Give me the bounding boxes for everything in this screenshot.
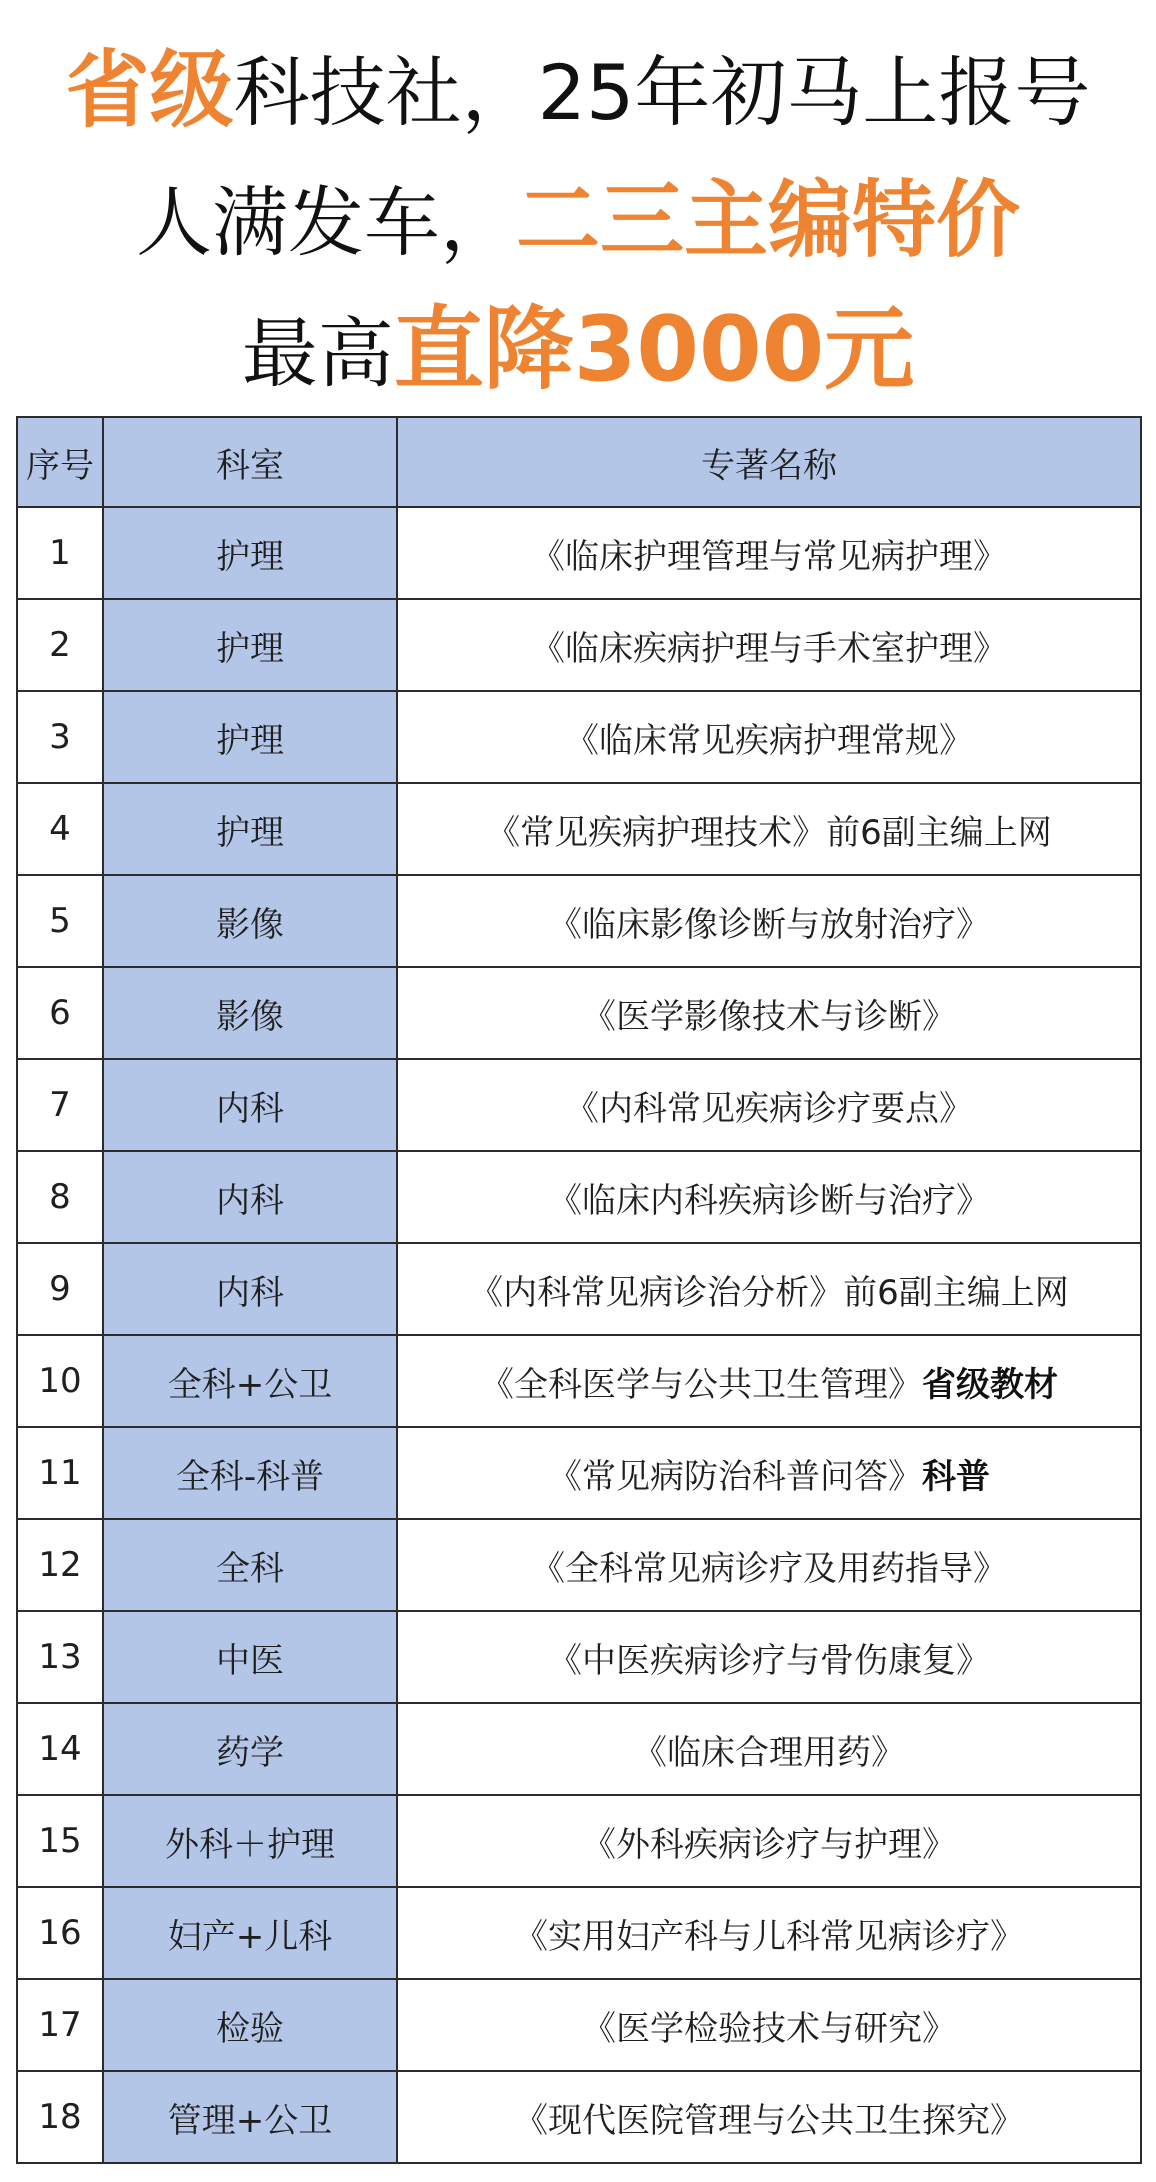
row-department: 检验	[103, 1979, 397, 2071]
row-department: 全科+公卫	[103, 1335, 397, 1427]
row-book-title-cell	[397, 1611, 1141, 1703]
headline-line-2	[0, 170, 1156, 273]
row-department: 护理	[103, 507, 397, 599]
row-book-title-cell	[397, 2071, 1141, 2163]
row-department: 护理	[103, 691, 397, 783]
table-header-row	[17, 417, 1141, 507]
row-book-title: 《内科常见疾病诊疗要点》	[565, 1088, 973, 1129]
row-number: 17	[17, 1979, 103, 2071]
row-department: 内科	[103, 1059, 397, 1151]
row-number: 8	[17, 1151, 103, 1243]
book-list-table-wrapper	[16, 416, 1140, 2170]
row-book-title: 《外科疾病诊疗与护理》	[582, 1824, 956, 1865]
row-department: 中医	[103, 1611, 397, 1703]
row-number: 1	[17, 507, 103, 599]
row-book-title: 《常见病防治科普问答》	[548, 1456, 922, 1497]
headline-accent-editor-price: 二三主编特价	[515, 171, 1020, 269]
table-row	[17, 1243, 1141, 1335]
table-row	[17, 2071, 1141, 2163]
row-book-title: 《临床内科疾病诊断与治疗》	[548, 1180, 990, 1221]
table-row	[17, 691, 1141, 783]
table-row	[17, 1795, 1141, 1887]
row-department: 影像	[103, 875, 397, 967]
row-book-title-cell	[397, 875, 1141, 967]
headline-line-3-text: 最高	[241, 309, 394, 398]
row-book-title: 《临床合理用药》	[633, 1732, 905, 1773]
row-department: 药学	[103, 1703, 397, 1795]
row-number: 10	[17, 1335, 103, 1427]
row-number: 4	[17, 783, 103, 875]
table-row	[17, 1427, 1141, 1519]
headline-accent-discount: 直降3000元	[393, 297, 915, 402]
row-department: 妇产+儿科	[103, 1887, 397, 1979]
row-book-title: 《中医疾病诊疗与骨伤康复》	[548, 1640, 990, 1681]
column-header-department: 科室	[103, 417, 397, 507]
column-header-number: 序号	[17, 417, 103, 507]
row-department: 护理	[103, 783, 397, 875]
column-header-book-title: 专著名称	[397, 417, 1141, 507]
row-department: 全科-科普	[103, 1427, 397, 1519]
table-row	[17, 1611, 1141, 1703]
table-row	[17, 1335, 1141, 1427]
row-book-title: 《全科医学与公共卫生管理》	[480, 1364, 922, 1405]
promo-header	[0, 0, 1156, 416]
row-book-title-cell	[397, 1427, 1141, 1519]
row-number: 11	[17, 1427, 103, 1519]
row-number: 2	[17, 599, 103, 691]
row-book-title: 《医学检验技术与研究》	[582, 2008, 956, 2049]
row-book-note: 科普	[922, 1456, 990, 1497]
row-book-title-cell	[397, 1887, 1141, 1979]
row-department: 管理+公卫	[103, 2071, 397, 2163]
row-book-title: 《临床常见疾病护理常规》	[565, 720, 973, 761]
row-book-title-cell	[397, 1795, 1141, 1887]
row-book-note: 省级教材	[922, 1364, 1058, 1405]
row-number: 3	[17, 691, 103, 783]
row-book-title: 《临床疾病护理与手术室护理》	[531, 628, 1007, 669]
row-book-title-cell	[397, 1703, 1141, 1795]
row-book-title: 《现代医院管理与公共卫生探究》	[514, 2100, 1024, 2141]
row-department: 护理	[103, 599, 397, 691]
row-number: 13	[17, 1611, 103, 1703]
row-book-title-cell	[397, 599, 1141, 691]
row-book-title: 《全科常见病诊疗及用药指导》	[531, 1548, 1007, 1589]
table-row	[17, 1887, 1141, 1979]
row-book-title-cell	[397, 967, 1141, 1059]
row-book-title: 《临床影像诊断与放射治疗》	[548, 904, 990, 945]
row-book-title: 《实用妇产科与儿科常见病诊疗》	[514, 1916, 1024, 1957]
table-row	[17, 1519, 1141, 1611]
row-book-title-cell	[397, 1979, 1141, 2071]
table-row	[17, 1979, 1141, 2071]
table-row	[17, 1703, 1141, 1795]
row-book-title-cell	[397, 1243, 1141, 1335]
row-number: 18	[17, 2071, 103, 2163]
table-body	[17, 507, 1141, 2163]
book-list-table	[16, 416, 1142, 2164]
row-book-title: 《临床护理管理与常见病护理》	[531, 536, 1007, 577]
row-book-title-cell	[397, 507, 1141, 599]
row-book-title: 《内科常见病诊治分析》前6副主编上网	[469, 1272, 1069, 1313]
row-department: 外科＋护理	[103, 1795, 397, 1887]
row-book-title-cell	[397, 1151, 1141, 1243]
row-number: 16	[17, 1887, 103, 1979]
table-row	[17, 599, 1141, 691]
table-row	[17, 1151, 1141, 1243]
headline-line-1	[0, 40, 1156, 143]
row-department: 内科	[103, 1243, 397, 1335]
row-number: 12	[17, 1519, 103, 1611]
row-book-title: 《常见疾病护理技术》前6副主编上网	[486, 812, 1052, 853]
table-row	[17, 967, 1141, 1059]
table-row	[17, 875, 1141, 967]
row-number: 6	[17, 967, 103, 1059]
row-book-title-cell	[397, 1059, 1141, 1151]
row-number: 5	[17, 875, 103, 967]
row-number: 9	[17, 1243, 103, 1335]
row-book-title-cell	[397, 1335, 1141, 1427]
headline-line-1-text: 科技社，25年初马上报号	[233, 48, 1091, 137]
table-row	[17, 783, 1141, 875]
row-number: 15	[17, 1795, 103, 1887]
row-book-title-cell	[397, 691, 1141, 783]
row-book-title-cell	[397, 783, 1141, 875]
row-department: 影像	[103, 967, 397, 1059]
table-row	[17, 507, 1141, 599]
headline-accent-provincial: 省级	[65, 41, 234, 139]
row-book-title-cell	[397, 1519, 1141, 1611]
row-department: 内科	[103, 1151, 397, 1243]
row-department: 全科	[103, 1519, 397, 1611]
headline-line-3	[0, 297, 1156, 404]
row-number: 7	[17, 1059, 103, 1151]
table-row	[17, 1059, 1141, 1151]
row-number: 14	[17, 1703, 103, 1795]
headline-line-2-text: 人满发车，	[135, 178, 516, 267]
row-book-title: 《医学影像技术与诊断》	[582, 996, 956, 1037]
